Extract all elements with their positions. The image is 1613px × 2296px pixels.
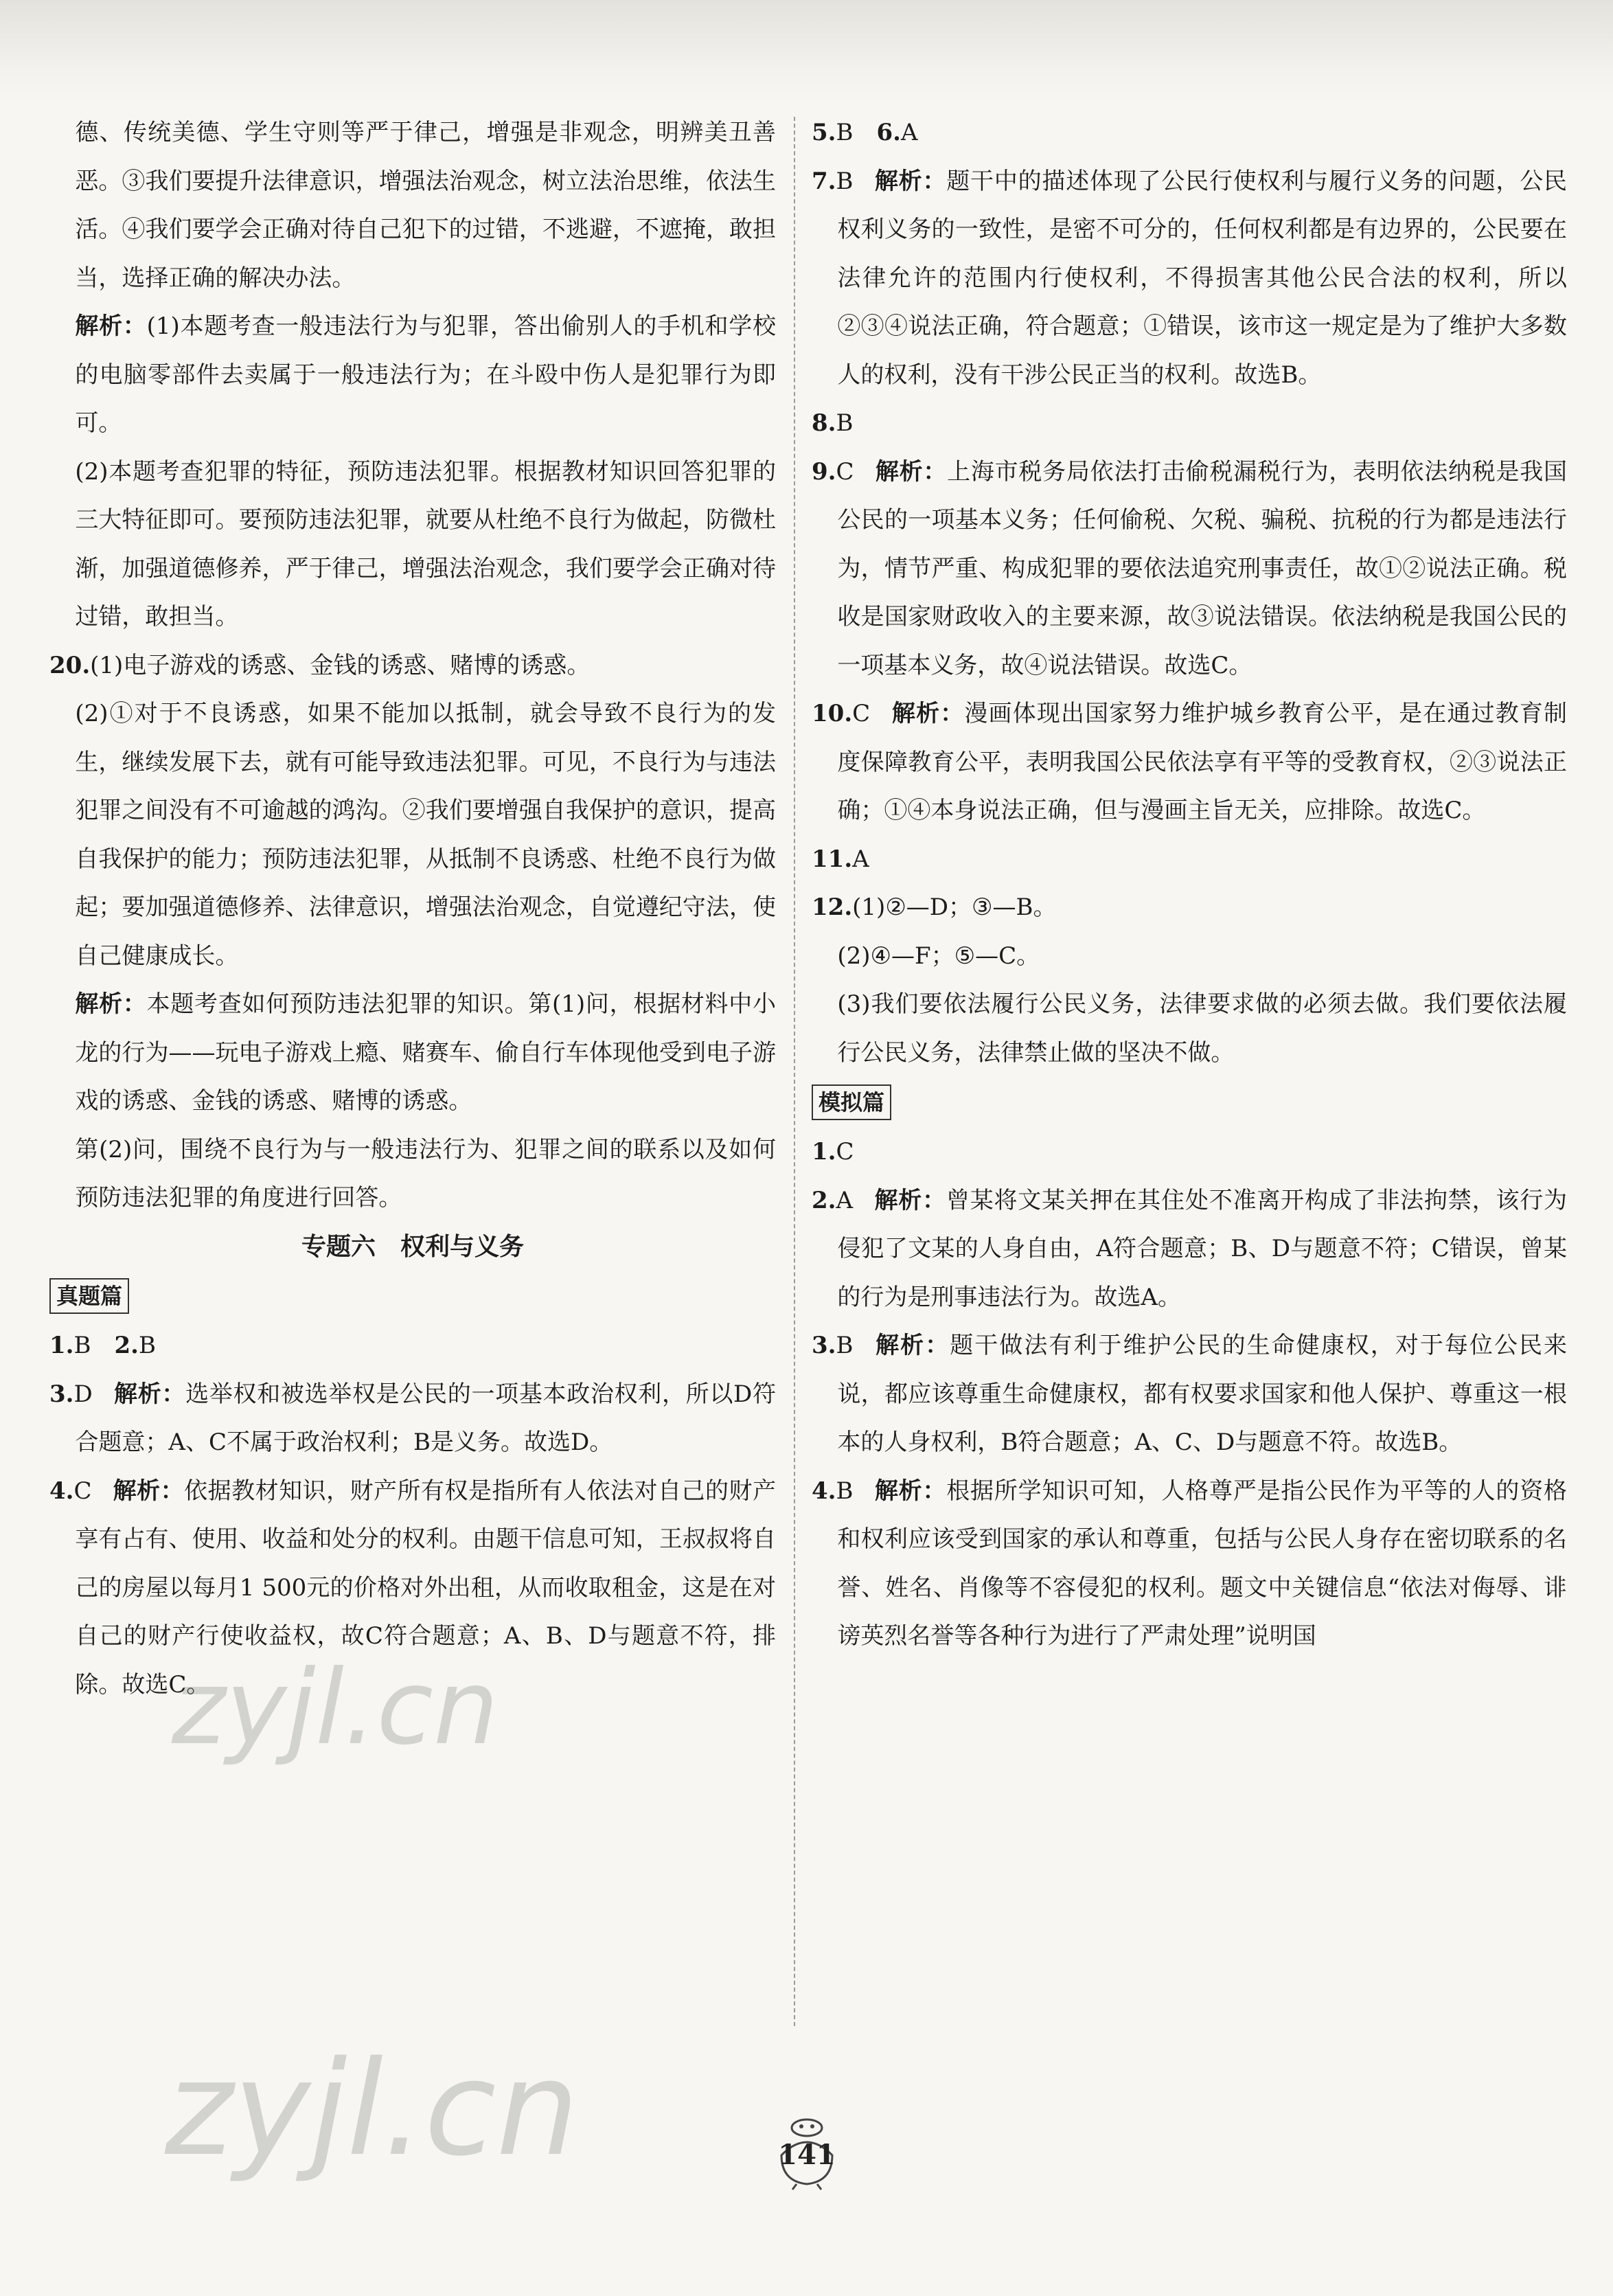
watermark: zyjl.cn <box>165 2033 580 2185</box>
answer-text: (1)②—D；③—B。 <box>852 894 1057 921</box>
answer-19-continuation: 德、传统美德、学生守则等严于律己，增强是非观念，明辨美丑善恶。③我们要提升法律意识，增强法治观念，树立法治思维，依法生活。④我们要学会正确对待自己犯下的过错，不逃避，不遮掩，敢担当，选择正确的解决办法。 <box>75 119 776 292</box>
analysis-label: 解析： <box>873 1186 946 1214</box>
analysis-label: 解析： <box>75 312 147 340</box>
answer-9 <box>812 448 1567 690</box>
answer-choice: C <box>836 457 854 486</box>
question-number: 2. <box>812 1186 836 1214</box>
question-number: 4. <box>49 1477 74 1505</box>
question-number: 3. <box>812 1332 836 1359</box>
watermark: zyjl.cn <box>172 1648 499 1768</box>
analysis-text: 题干做法有利于维护公民的生命健康权，对于每位公民来说，都应该尊重生命健康权，都有权要求国家和他人保护、尊重这一根本的人身权利，B符合题意；A、C、D与题意不符。故选B。 <box>837 1332 1568 1456</box>
analysis-label: 解析： <box>874 1477 947 1505</box>
answer-12-part-2: (2)④—F；⑤—C。 <box>837 942 1040 970</box>
answer-text: (1)电子游戏的诱惑、金钱的诱惑、赌博的诱惑。 <box>90 651 591 679</box>
sim-answer-3 <box>812 1321 1567 1467</box>
answer-20-analysis-2: 第(2)问，围绕不良行为与一般违法行为、犯罪之间的联系以及如何预防违法犯罪的角度进行回答。 <box>75 1135 776 1212</box>
analysis-text: 本题考查如何预防违法犯罪的知识。第(1)问，根据材料中小龙的行为——玩电子游戏上瘾、赌赛车、偷自行车体现他受到电子游戏的诱惑、金钱的诱惑、赌博的诱惑。 <box>75 990 777 1115</box>
answer-20-part-1 <box>49 641 776 690</box>
analysis-text: 根据所学知识可知，人格尊严是指公民作为平等的人的资格和权利应该受到国家的承认和尊重，包括与公民人身存在密切联系的名誉、姓名、肖像等不容侵犯的权利。题文中关键信息“依法对侮辱、诽谤英烈名誉等各种行为进行了严肃处理”说明国 <box>837 1477 1568 1650</box>
sim-answer-4 <box>812 1467 1567 1661</box>
analysis-text: 依据教材知识，财产所有权是指所有人依法对自己的财产享有占有、使用、收益和处分的权利。由题干信息可知，王叔叔将自己的房屋以每月1 500元的价格对外出租，从而收取租金，这是在对自己的财产行使收益权，故C符合题意；A、B、D与题意不符，排除。故选C。 <box>75 1477 776 1698</box>
answer-12-part-3: (3)我们要依法履行公民义务，法律要求做的必须去做。我们要依法履行公民义务，法律禁止做的坚决不做。 <box>837 990 1567 1067</box>
answer-12-part-1 <box>812 883 1567 932</box>
analysis-label: 解析： <box>874 167 947 195</box>
column-divider <box>794 117 795 2026</box>
answer-text: A <box>852 845 869 873</box>
question-number: 8. <box>812 409 836 437</box>
answer-5-6 <box>812 109 1567 157</box>
box-label: 真题篇 <box>49 1278 129 1314</box>
answer-choice: B <box>836 1477 854 1505</box>
analysis-text: 上海市税务局依法打击偷税漏税行为，表明依法纳税是我国公民的一项基本义务；任何偷税、欠税、骗税、抗税的行为都是违法行为，情节严重、构成犯罪的要依法追究刑事责任，故①②说法正确。税收是国家财政收入的主要来源，故③说法错误。依法纳税是我国公民的一项基本义务，故④说法错误。故选C。 <box>837 457 1568 679</box>
question-number: 9. <box>812 457 836 486</box>
answer-19-analysis-1 <box>49 302 776 448</box>
answer-11 <box>812 835 1567 884</box>
analysis-label: 解析： <box>891 700 965 727</box>
answer-20-analysis-1 <box>49 980 776 1126</box>
box-label: 模拟篇 <box>812 1084 891 1120</box>
sim-answer-2 <box>812 1177 1567 1322</box>
page-number: 141 <box>778 2139 836 2171</box>
answer-text: C <box>836 1138 854 1166</box>
answer-choice: C <box>852 700 871 727</box>
simulation-heading <box>812 1080 1567 1125</box>
answer-19-analysis-2: (2)本题考查犯罪的特征，预防违法犯罪。根据教材知识回答犯罪的三大特征即可。要预防违法犯罪，就要从杜绝不良行为做起，防微杜渐，加强道德修养，严于律己，增强法治观念，我们要学会正确对待过错，敢担当。 <box>75 457 776 630</box>
answer-choice: B <box>836 167 854 195</box>
question-number: 4. <box>812 1477 836 1505</box>
answer-text: B <box>836 119 877 146</box>
question-number: 7. <box>812 167 836 195</box>
answer-choice: B <box>836 1332 854 1359</box>
analysis-text: 曾某将文某关押在其住处不准离开构成了非法拘禁，该行为侵犯了文某的人身自由，A符合题意；B、D与题意不符；C错误，曾某的行为是刑事违法行为。故选A。 <box>837 1186 1568 1311</box>
question-number: 20. <box>49 651 91 679</box>
analysis-text: 选举权和被选举权是公民的一项基本政治权利，所以D符合题意；A、C不属于政治权利；B是义务。故选D。 <box>75 1380 777 1456</box>
sim-answer-1 <box>812 1128 1567 1177</box>
answer-choice: C <box>73 1477 92 1505</box>
question-number: 12. <box>812 894 853 921</box>
question-number: 6. <box>876 119 901 146</box>
left-column <box>49 109 776 1709</box>
answer-text: B <box>139 1332 156 1359</box>
question-number: 11. <box>812 845 853 873</box>
answer-7 <box>812 157 1567 400</box>
analysis-label: 解析： <box>113 1380 186 1408</box>
answer-10 <box>812 690 1567 835</box>
analysis-label: 解析： <box>75 990 147 1018</box>
answer-20-part-2: (2)①对于不良诱惑，如果不能加以抵制，就会导致不良行为的发生，继续发展下去，就有可能导致违法犯罪。可见，不良行为与违法犯罪之间没有不可逾越的鸿沟。②我们要增强自我保护的意识，提高自我保护的能力；预防违法犯罪，从抵制不良诱惑、杜绝不良行为做起；要加强道德修养、法律意识，增强法治观念，自觉遵纪守法，使自己健康成长。 <box>75 700 776 970</box>
page-number-badge <box>776 2115 838 2191</box>
question-number: 5. <box>812 119 836 146</box>
answer-8 <box>812 399 1567 448</box>
analysis-label: 解析： <box>874 1332 950 1359</box>
answer-1-2 <box>49 1321 776 1370</box>
analysis-label: 解析： <box>875 457 948 486</box>
question-number: 1. <box>812 1138 836 1166</box>
question-number: 10. <box>812 700 853 727</box>
section-title: 专题六 权利与义务 <box>301 1231 524 1261</box>
answer-text: B <box>73 1332 115 1359</box>
analysis-text: (1)本题考查一般违法行为与犯罪，答出偷别人的手机和学校的电脑零部件去卖属于一般违法行为；在斗殴中伤人是犯罪行为即可。 <box>75 312 777 437</box>
answer-choice: D <box>73 1380 93 1408</box>
answer-choice: A <box>836 1186 854 1214</box>
question-number: 2. <box>114 1332 139 1359</box>
answer-text: A <box>901 119 918 146</box>
page-top-band <box>0 0 1613 103</box>
analysis-label: 解析： <box>113 1477 185 1505</box>
question-number: 1. <box>49 1332 74 1359</box>
right-column <box>812 109 1567 1661</box>
answer-3 <box>49 1370 776 1467</box>
analysis-text: 题干中的描述体现了公民行使权利与履行义务的问题，公民权利义务的一致性，是密不可分的，任何权利都是有边界的，公民要在法律允许的范围内行使权利，不得损害其他公民合法的权利，所以②③④说法正确，符合题意；①错误，该市这一规定是为了维护大多数人的权利，没有干涉公民正当的权利。故选B。 <box>837 167 1568 389</box>
analysis-text: 漫画体现出国家努力维护城乡教育公平，是在通过教育制度保障教育公平，表明我国公民依法享有平等的受教育权，②③说法正确；①④本身说法正确，但与漫画主旨无关，应排除。故选C。 <box>837 700 1568 824</box>
question-number: 3. <box>49 1380 74 1408</box>
real-exam-heading <box>49 1273 776 1319</box>
answer-text: B <box>836 409 854 437</box>
